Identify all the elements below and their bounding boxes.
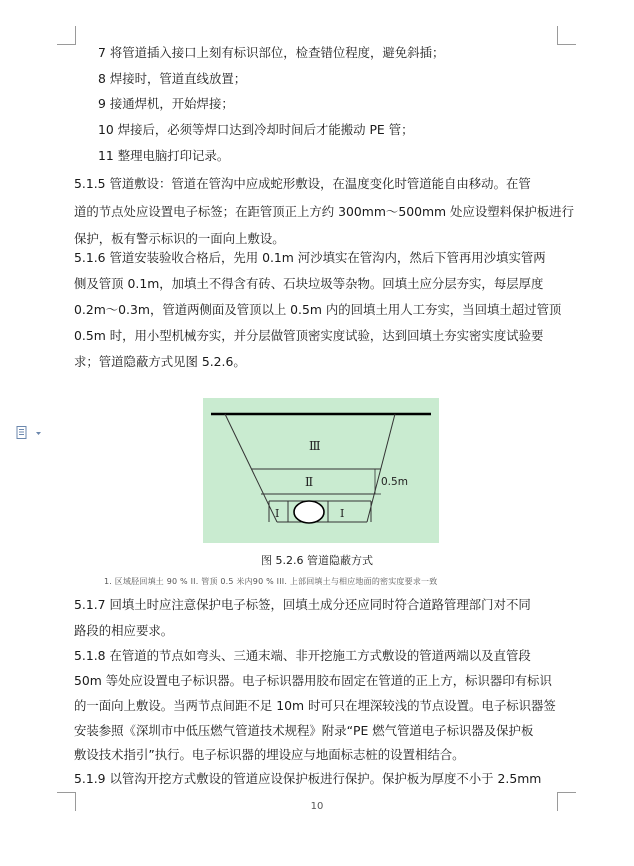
paragraph-line: 50m 等处应设置电子标识器。电子标识器用胶布固定在管道的正上方，标识器印有标识: [74, 673, 552, 688]
zone-1-left-label: Ⅰ: [275, 507, 280, 520]
paragraph-line: 安装参照《深圳市中低压燃气管道技术规程》附录“PE 燃气管道电子标识器及保护板: [74, 723, 534, 738]
paragraph-line: 路段的相应要求。: [74, 623, 174, 638]
paragraph-line: 敷设技术指引”执行。电子标识器的埋设应与地面标志桩的设置相结合。: [74, 747, 465, 762]
pipe-section: [294, 501, 324, 523]
paragraph-line: 5.1.8 在管道的节点如弯头、三通末端、非开挖施工方式敷设的管道两端以及直管段: [74, 648, 531, 663]
paragraph-line: 的一面向上敷设。当两节点间距不足 10m 时可只在埋深较浅的节点设置。电子标识器签: [74, 698, 556, 713]
paragraph-line: 5.1.6 管道安装验收合格后，先用 0.1m 河沙填实在管沟内，然后下管再用沙填实管两: [74, 250, 546, 265]
figure-legend: 1. 区域胫回填土 90 % II. 管顶 0.5 米内90 % III. 上部回填土与相应地面的密实度要求一致: [104, 577, 438, 586]
trench-diagram-drawing: [203, 398, 439, 543]
zone-3-label: Ⅲ: [309, 439, 321, 453]
dimension-label: 0.5m: [381, 476, 408, 488]
paragraph-line: 求；管道隐蔽方式见图 5.2.6。: [74, 354, 246, 369]
paragraph-line: 保护，板有警示标识的一面向上敷设。: [74, 231, 285, 246]
list-item: 11 整理电脑打印记录。: [98, 148, 230, 163]
paragraph-line: 5.1.9 以管沟开挖方式敷设的管道应设保护板进行保护。保护板为厚度不小于 2.5mm: [74, 771, 542, 786]
zone-2-label: Ⅱ: [305, 475, 314, 489]
paragraph-line: 侧及管顶 0.1m，加填土不得含有砖、石块垃圾等杂物。回填土应分层夯实，每层厚度: [74, 276, 544, 291]
paragraph-line: 5.1.7 回填土时应注意保护电子标签，回填土成分还应同时符合道路管理部门对不同: [74, 597, 531, 612]
document-icon[interactable]: [16, 426, 42, 440]
zone-1-right-label: Ⅰ: [340, 507, 345, 520]
list-item: 8 焊接时，管道直线放置；: [98, 71, 247, 86]
paragraph-line: 5.1.5 管道敷设：管道在管沟中应成蛇形敷设，在温度变化时管道能自由移动。在管: [74, 176, 531, 191]
list-item: 9 接通焊机，开始焊接；: [98, 96, 234, 111]
paragraph-line: 0.2m～0.3m，管道两侧面及管顶以上 0.5m 内的回填土用人工夯实，当回填土超过管顶: [74, 302, 562, 317]
figure-caption: 图 5.2.6 管道隐蔽方式: [261, 554, 373, 567]
paragraph-line: 道的节点处应设置电子标签；在距管顶正上方约 300mm～500mm 处应设塑料保护板进行: [74, 204, 574, 219]
paragraph-line: 0.5m 时，用小型机械夯实，并分层做管顶密实度试验，达到回填土夯实密实度试验要: [74, 328, 544, 343]
crop-mark-top-left: [57, 26, 76, 45]
crop-mark-top-right: [557, 26, 576, 45]
trench-diagram: [203, 398, 439, 543]
list-item: 10 焊接后，必须等焊口达到冷却时间后才能搬动 PE 管；: [98, 122, 414, 137]
list-item: 7 将管道插入接口上刻有标识部位，检查错位程度，避免斜插；: [98, 45, 445, 60]
page-number: 10: [310, 801, 324, 812]
